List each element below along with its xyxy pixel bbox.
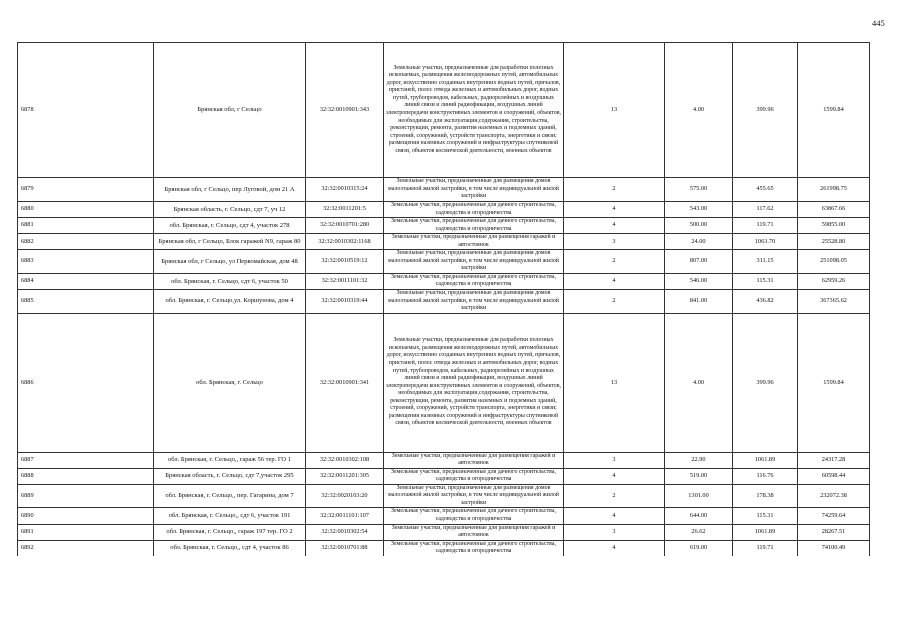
cell-addr: Брянская область, г. Сельцо, сдт 7,участок 295: [154, 468, 306, 484]
table-row: [18, 234, 870, 250]
cell-area: 543.00: [665, 202, 733, 218]
cell-use: Земельные участки, предназначенные для дачного строительства, садоводства и огородничества: [384, 468, 564, 484]
table-row: [18, 468, 870, 484]
table-row: [18, 508, 870, 524]
cell-addr: обл. Брянская, г. Сельцо,, гараж 197 тер. ГО 2: [154, 524, 306, 540]
cell-area: 500.00: [665, 218, 733, 234]
cell-num: 6889: [18, 484, 154, 508]
cell-rate: 1061.89: [733, 452, 798, 468]
cell-num: 6888: [18, 468, 154, 484]
cell-value: 1599.84: [798, 43, 870, 178]
cell-num: 6890: [18, 508, 154, 524]
cell-addr: Брянская область, г. Сельцо, сдт 7, уч 12: [154, 202, 306, 218]
cell-group: 4: [564, 468, 665, 484]
cell-addr: Брянская обл, г Сельцо, Блок гаражей N9, гараж 80: [154, 234, 306, 250]
cell-area: 575.00: [665, 178, 733, 202]
table-row: [18, 202, 870, 218]
cell-use: Земельные участки, предназначенные для дачного строительства, садоводства и огородничества: [384, 273, 564, 289]
cell-rate: 115.31: [733, 273, 798, 289]
cell-group: 2: [564, 178, 665, 202]
cell-use: Земельные участки, предназначенные для размещения гаражей и автостоянок: [384, 452, 564, 468]
cell-cad: 32:32:0010302:54: [306, 524, 384, 540]
cell-num: 6887: [18, 452, 154, 468]
table-row: [18, 178, 870, 202]
table-row: [18, 452, 870, 468]
cell-num: 6881: [18, 218, 154, 234]
table-row: [18, 540, 870, 556]
cell-addr: Брянская обл, г Сельцо, пер Луговой, дом 21 А: [154, 178, 306, 202]
cell-addr: Брянская обл, г Сельцо: [154, 43, 306, 178]
cell-cad: 32:32:0011201:305: [306, 468, 384, 484]
cell-rate: 399.96: [733, 313, 798, 452]
cell-rate: 115.31: [733, 508, 798, 524]
cell-value: 261998.75: [798, 178, 870, 202]
cell-group: 3: [564, 524, 665, 540]
cell-cad: 32:32:0010315:24: [306, 178, 384, 202]
cell-area: 1301.00: [665, 484, 733, 508]
cell-rate: 178.38: [733, 484, 798, 508]
cadastral-table: [17, 42, 870, 556]
cell-rate: 1061.89: [733, 524, 798, 540]
cell-group: 4: [564, 218, 665, 234]
cell-rate: 455.65: [733, 178, 798, 202]
cell-use: Земельные участки, предназначенные для размещения гаражей и автостоянок: [384, 234, 564, 250]
cell-cad: 32:32:0010302:108: [306, 452, 384, 468]
cell-rate: 1063.70: [733, 234, 798, 250]
cell-num: 6885: [18, 290, 154, 314]
cell-num: 6879: [18, 178, 154, 202]
cell-num: 6884: [18, 273, 154, 289]
cell-addr: обл. Брянская, г. Сельцо, сдт 4, участок 278: [154, 218, 306, 234]
cell-rate: 119.71: [733, 218, 798, 234]
cell-rate: 436.82: [733, 290, 798, 314]
cell-value: 59855.00: [798, 218, 870, 234]
cell-num: 6882: [18, 234, 154, 250]
cell-area: 22.90: [665, 452, 733, 468]
cell-rate: 311.15: [733, 250, 798, 274]
cell-cad: 32:32:0010901:343: [306, 43, 384, 178]
cell-value: 74259.64: [798, 508, 870, 524]
cell-use: Земельные участки, предназначенные для разработки полезных ископаемых, размещения железнодорожных путей, автомобильных дорог, искусственно созданных внутренних водных путей, причалов, пристаней, полос отвода железных и автомобильных дорог, водных путей, трубопроводов, кабельных, радиорелейных и воздушных линий связи и линий радиофикации, воздушных линий электропередачи конструктивных элементов и сооружений, объектов, необходимых для эксплуатации,содержания, строительства, реконструкции, ремонта, развития наземных и подземных зданий, строений, сооружений, устройств транспорта, энергетики и связи; размещения наземных сооружений и инфраструктуры спутниковой связи, объектов космической деятельности, военных объектов: [384, 43, 564, 178]
cell-area: 619.00: [665, 540, 733, 556]
cell-addr: обл. Брянская, г. Сельцо: [154, 313, 306, 452]
cell-num: 6886: [18, 313, 154, 452]
cell-area: 26.62: [665, 524, 733, 540]
cell-rate: 117.62: [733, 202, 798, 218]
cell-group: 2: [564, 250, 665, 274]
cell-group: 4: [564, 273, 665, 289]
cell-cad: 32:32:0010701:88: [306, 540, 384, 556]
cell-num: 6891: [18, 524, 154, 540]
cell-cad: 32:32:0010519:12: [306, 250, 384, 274]
cell-area: 4.00: [665, 43, 733, 178]
cell-cad: 32:32:0010701:280: [306, 218, 384, 234]
cell-value: 60598.44: [798, 468, 870, 484]
cell-group: 2: [564, 484, 665, 508]
table-row: [18, 484, 870, 508]
cell-area: 841.00: [665, 290, 733, 314]
cell-cad: 32:32:0011101:32: [306, 273, 384, 289]
cell-value: 1599.84: [798, 313, 870, 452]
cell-num: 6880: [18, 202, 154, 218]
cell-group: 4: [564, 508, 665, 524]
cell-cad: 32:32:0010302:1168: [306, 234, 384, 250]
cell-value: 62959.26: [798, 273, 870, 289]
cell-value: 63867.66: [798, 202, 870, 218]
cell-value: 232072.38: [798, 484, 870, 508]
cell-value: 25528.80: [798, 234, 870, 250]
page-number: 445: [872, 18, 885, 28]
cell-use: Земельные участки, предназначенные для размещения домов малоэтажной жилой застройки, в том числе индивидуальной жилой застройки: [384, 484, 564, 508]
cell-area: 546.00: [665, 273, 733, 289]
cell-addr: обл. Брянская, г. Сельцо,, сдт 6, участок 191: [154, 508, 306, 524]
cell-cad: 32:32:0010319:44: [306, 290, 384, 314]
cell-use: Земельные участки, предназначенные для дачного строительства, садоводства и огородничества: [384, 218, 564, 234]
cell-num: 6883: [18, 250, 154, 274]
cell-use: Земельные участки, предназначенные для разработки полезных ископаемых, размещения железнодорожных путей, автомобильных дорог, искусственно созданных внутренних водных путей, причалов, пристаней, полос отвода железных и автомобильных дорог, водных путей, трубопроводов, кабельных, радиорелейных и воздушных линий связи и линий радиофикации, воздушных линий электропередачи конструктивных элементов и сооружений, объектов, необходимых для эксплуатации,содержания, строительства, реконструкции, ремонта, развития наземных и подземных зданий, строений, сооружений, устройств транспорта, энергетики и связи; размещения наземных сооружений и инфраструктуры спутниковой связи, объектов космической деятельности, военных объектов: [384, 313, 564, 452]
cell-group: 4: [564, 202, 665, 218]
cell-cad: 32:32:0011201:5: [306, 202, 384, 218]
cell-use: Земельные участки, предназначенные для дачного строительства, садоводства и огородничества: [384, 202, 564, 218]
cell-cad: 32:32:0010901:341: [306, 313, 384, 452]
cell-area: 4.00: [665, 313, 733, 452]
table-row: [18, 524, 870, 540]
cell-rate: 399.96: [733, 43, 798, 178]
cell-group: 13: [564, 43, 665, 178]
cell-use: Земельные участки, предназначенные для размещения гаражей и автостоянок: [384, 524, 564, 540]
cell-addr: обл. Брянская, г. Сельцо,, пер. Гагарина, дом 7: [154, 484, 306, 508]
cell-cad: 32:32:0011101:107: [306, 508, 384, 524]
cell-value: 28267.51: [798, 524, 870, 540]
cell-use: Земельные участки, предназначенные для размещения домов малоэтажной жилой застройки, в том числе индивидуальной жилой застройки: [384, 250, 564, 274]
cell-num: 6878: [18, 43, 154, 178]
table-row: [18, 313, 870, 452]
cell-addr: Брянская обл, г Сельцо, ул Первомайская, дом 48: [154, 250, 306, 274]
cell-value: 251098.05: [798, 250, 870, 274]
cell-group: 3: [564, 452, 665, 468]
cell-addr: обл. Брянская, г. Сельцо,ул. Коршунова, дом 4: [154, 290, 306, 314]
cell-rate: 116.76: [733, 468, 798, 484]
cell-area: 24.00: [665, 234, 733, 250]
table-row: [18, 218, 870, 234]
cell-addr: обл. Брянская, г. Сельцо, сдт 6, участок 50: [154, 273, 306, 289]
cell-use: Земельные участки, предназначенные для размещения домов малоэтажной жилой застройки, в том числе индивидуальной жилой застройки: [384, 178, 564, 202]
table-row: [18, 273, 870, 289]
table-row: [18, 250, 870, 274]
cell-group: 13: [564, 313, 665, 452]
cell-group: 4: [564, 540, 665, 556]
cell-use: Земельные участки, предназначенные для размещения домов малоэтажной жилой застройки, в том числе индивидуальной жилой застройки: [384, 290, 564, 314]
cell-num: 6892: [18, 540, 154, 556]
cell-rate: 119.71: [733, 540, 798, 556]
cell-area: 519.00: [665, 468, 733, 484]
cell-value: 74100.49: [798, 540, 870, 556]
cell-area: 644.00: [665, 508, 733, 524]
cell-group: 3: [564, 234, 665, 250]
cell-value: 367365.62: [798, 290, 870, 314]
cell-area: 807.00: [665, 250, 733, 274]
table-row: [18, 43, 870, 178]
table-row: [18, 290, 870, 314]
cell-use: Земельные участки, предназначенные для дачного строительства, садоводства и огородничества: [384, 540, 564, 556]
cell-addr: обл. Брянская, г. Сельцо,, сдт 4, участок 86: [154, 540, 306, 556]
cell-value: 24317.28: [798, 452, 870, 468]
cell-use: Земельные участки, предназначенные для дачного строительства, садоводства и огородничества: [384, 508, 564, 524]
cell-group: 2: [564, 290, 665, 314]
cell-cad: 32:32:0020103:20: [306, 484, 384, 508]
cell-addr: обл. Брянская, г. Сельцо,, гараж 56 тер. ГО 1: [154, 452, 306, 468]
